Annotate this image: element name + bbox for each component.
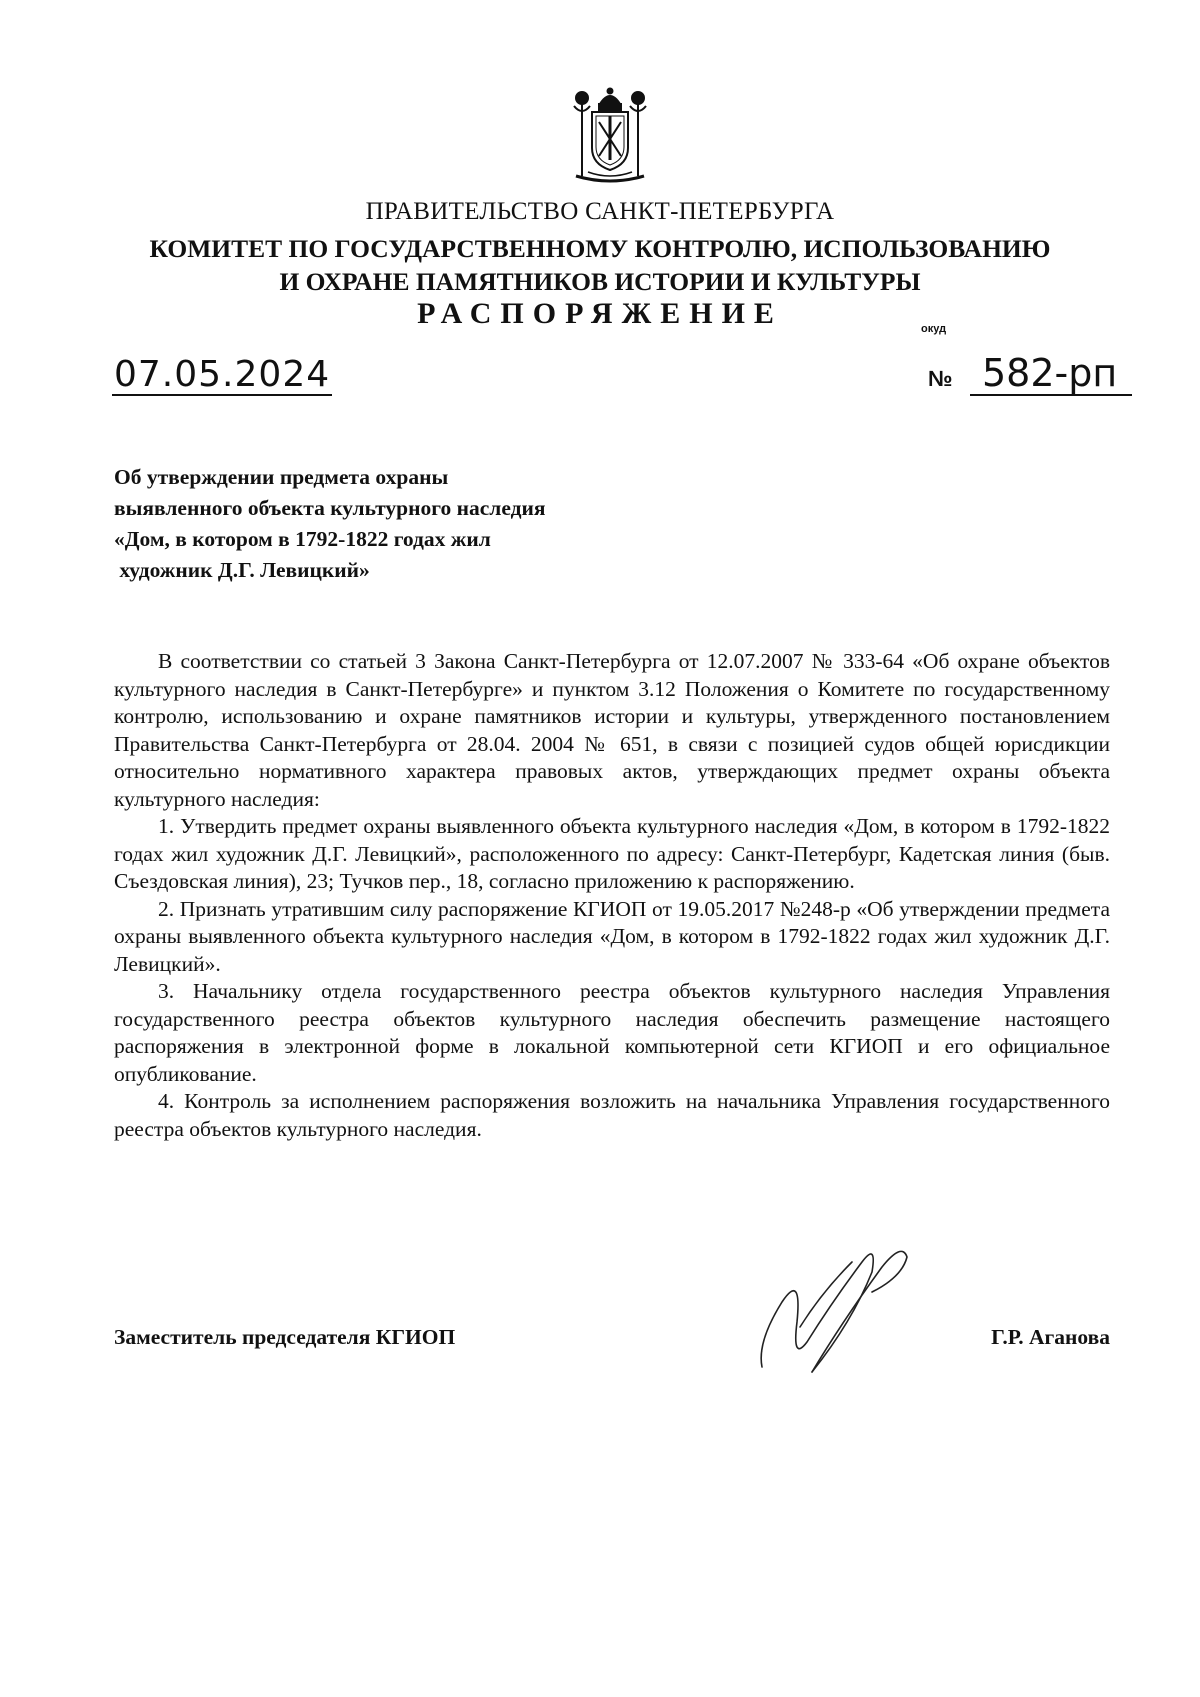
subject-line: «Дом, в котором в 1792-1822 годах жил [114,527,491,551]
committee-line-1: КОМИТЕТ ПО ГОСУДАРСТВЕННОМУ КОНТРОЛЮ, ИСПОЛЬЗОВАНИЮ [149,234,1051,263]
order-item-1: 1. Утвердить предмет охраны выявленного объекта культурного наследия «Дом, в котором в 1792-1822 годах жил художник Д.Г. Левицкий», расположенного по адресу: Санкт-Петербург, Кадетская линия (быв. Съездовская линия), 23; Тучков пер., 18, согласно приложению к распоряжению. [114,814,1110,893]
preamble-paragraph: В соответствии со статьей 3 Закона Санкт-Петербурга от 12.07.2007 № 333-64 «Об охране объектов культурного наследия в Санкт-Петербурге» и пунктом 3.12 Положения о Комитете по государственному контролю, использованию и охране памятников истории и культуры, утвержденного постановлением Правительства Санкт-Петербурга от 28.04. 2004 № 651, в связи с позицией судов общей юрисдикции относительно нормативного характера правовых актов, утверждающих предмет охраны объекта культурного наследия: [114,649,1110,811]
handwritten-signature [752,1232,932,1382]
order-item-2: 2. Признать утратившим силу распоряжение КГИОП от 19.05.2017 №248-р «Об утверждении предмета охраны выявленного объекта культурного наследия «Дом, в котором в 1792-1822 годах жил художник Д.Г. Левицкий». [114,896,1110,976]
government-name: ПРАВИТЕЛЬСТВО САНКТ-ПЕТЕРБУРГА [365,198,835,225]
committee-line-2: И ОХРАНЕ ПАМЯТНИКОВ ИСТОРИИ И КУЛЬТУРЫ [279,267,921,296]
document-date: 07.05.2024 [114,354,331,395]
document-type-title: РАСПОРЯЖЕНИЕ [417,297,783,330]
subject-line: выявленного объекта культурного наследия [114,496,546,520]
st-petersburg-coat-of-arms-icon [568,86,652,186]
committee-name [0,232,1200,298]
signatory-name: Г.Р. Аганова [991,1325,1110,1349]
signatory-title: Заместитель председателя КГИОП [114,1325,456,1349]
document-body [114,648,1110,1143]
document-subject [114,462,674,586]
order-item-4: 4. Контроль за исполнением распоряжения возложить на начальника Управления государственного реестра объектов культурного наследия. [114,1089,1110,1141]
document-number: 582-рп [970,352,1132,396]
subject-line: художник Д.Г. Левицкий» [114,558,370,582]
order-item-3: 3. Начальнику отдела государственного реестра объектов культурного наследия Управления государственного реестра объектов культурного наследия обеспечить размещение настоящего распоряжения в электронной форме в локальной компьютерной сети КГИОП и его официальное опубликование. [114,979,1110,1086]
number-sign: № [928,366,953,391]
subject-line: Об утверждении предмета охраны [114,465,449,489]
okud-label: окуд [921,323,947,335]
